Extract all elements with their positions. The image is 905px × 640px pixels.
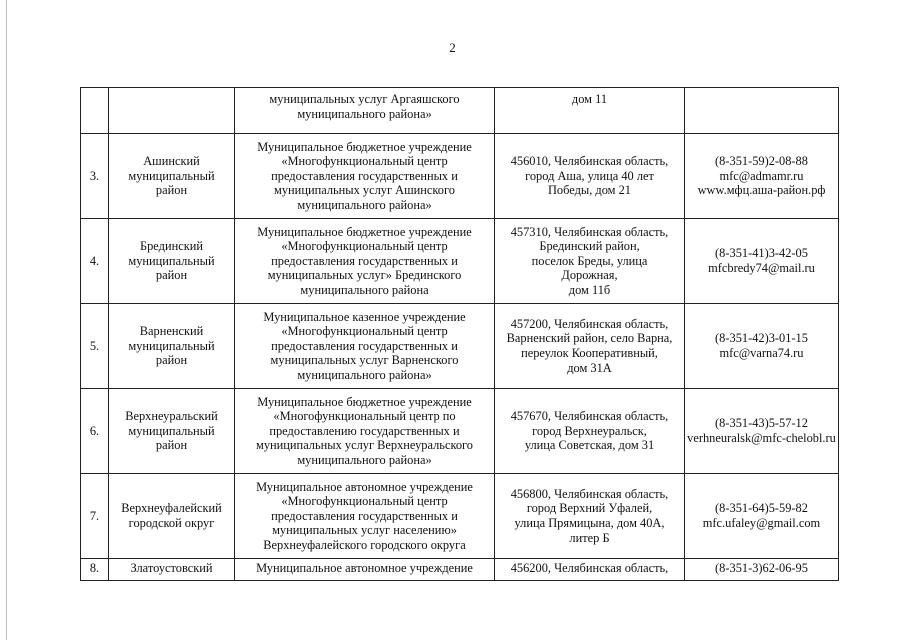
institution-line: предоставления государственных и bbox=[271, 338, 458, 353]
address-line: Победы, дом 21 bbox=[547, 183, 632, 198]
institution-line: «Многофункциональный центр bbox=[281, 494, 448, 509]
cell-number: 4. bbox=[81, 219, 109, 304]
table-row bbox=[81, 474, 839, 559]
contact-line: mfc@varna74.ru bbox=[719, 346, 804, 360]
contact-line: (8-351-43)5-57-12 bbox=[715, 416, 808, 431]
district-line: муниципальный bbox=[128, 253, 215, 268]
address-line: 456200, Челябинская область, bbox=[510, 561, 669, 575]
cell-address bbox=[495, 559, 685, 581]
table-row-continuation bbox=[81, 88, 839, 134]
district-line: район bbox=[155, 183, 188, 198]
address-line: дом 11б bbox=[568, 282, 611, 297]
address-line: 457670, Челябинская область, bbox=[510, 409, 669, 424]
address-line: 456800, Челябинская область, bbox=[510, 486, 669, 501]
cell-number bbox=[81, 88, 109, 134]
cell-number: 7. bbox=[81, 474, 109, 559]
cell-contacts bbox=[685, 559, 839, 581]
institution-line: предоставления государственных и bbox=[271, 508, 458, 523]
cell-district bbox=[109, 219, 235, 304]
institution-line: муниципального района» bbox=[297, 197, 432, 212]
page-number: 2 bbox=[449, 40, 456, 55]
table-row bbox=[81, 134, 839, 219]
address-line: Брединский район, bbox=[539, 239, 640, 254]
cell-address bbox=[495, 304, 685, 389]
institution-line: муниципальных услуг Ашинского bbox=[274, 183, 455, 198]
table-row bbox=[81, 389, 839, 474]
cell-address bbox=[495, 219, 685, 304]
cell-number: 8. bbox=[81, 559, 109, 581]
district-line: муниципальный bbox=[128, 338, 215, 353]
cell-contacts bbox=[685, 134, 839, 219]
contact-line: www.мфц.аша-район.рф bbox=[697, 183, 826, 198]
address-line: 457200, Челябинская область, bbox=[510, 316, 669, 331]
institution-line: Верхнеуфалейского городского округа bbox=[263, 537, 466, 552]
cell-address bbox=[495, 389, 685, 474]
cell-address bbox=[495, 134, 685, 219]
cell-institution bbox=[235, 304, 495, 389]
contact-line: mfc@admamr.ru bbox=[719, 168, 804, 183]
institution-line: муниципального района» bbox=[297, 106, 432, 121]
cell-district bbox=[109, 474, 235, 559]
cell-address bbox=[495, 88, 685, 134]
cell-address bbox=[495, 474, 685, 559]
contact-line: mfc.ufaley@gmail.com bbox=[702, 516, 821, 530]
cell-institution bbox=[235, 219, 495, 304]
page-edge-line bbox=[6, 0, 7, 640]
institution-line: «Многофункциональный центр bbox=[281, 239, 448, 254]
institution-line: муниципального района» bbox=[297, 367, 432, 382]
address-line: поселок Бреды, улица bbox=[531, 253, 648, 268]
cell-number: 5. bbox=[81, 304, 109, 389]
institution-line: муниципальных услуг» Брединского bbox=[267, 268, 462, 283]
address-line: город Верхний Уфалей, bbox=[526, 501, 653, 516]
address-line: дом 11 bbox=[571, 92, 608, 106]
cell-district bbox=[109, 559, 235, 581]
institution-line: предоставления государственных и bbox=[271, 168, 458, 183]
institution-line: муниципальных услуг Варненского bbox=[270, 353, 459, 368]
district-line: Верхнеуральский bbox=[125, 409, 218, 424]
institution-line: муниципальных услуг Аргаяшского bbox=[269, 92, 460, 106]
address-line: улица Прямицына, дом 40А, bbox=[514, 516, 665, 530]
contact-line: (8-351-59)2-08-88 bbox=[715, 154, 808, 169]
cell-number: 3. bbox=[81, 134, 109, 219]
cell-institution bbox=[235, 88, 495, 134]
institution-line: «Многофункциональный центр по bbox=[273, 409, 456, 424]
institution-line: «Многофункциональный центр bbox=[281, 154, 448, 169]
district-line: Верхнеуфалейский bbox=[121, 501, 222, 516]
contact-line: (8-351-41)3-42-05 bbox=[715, 246, 808, 261]
cell-district bbox=[109, 88, 235, 134]
cell-contacts bbox=[685, 474, 839, 559]
institution-line: Муниципальное бюджетное учреждение bbox=[257, 224, 472, 239]
institution-line: Муниципальное бюджетное учреждение bbox=[257, 394, 472, 409]
cell-number: 6. bbox=[81, 389, 109, 474]
institution-line: муниципальных услуг населению» bbox=[272, 523, 457, 538]
address-line: город Аша, улица 40 лет bbox=[525, 168, 654, 183]
district-line: Ашинский bbox=[143, 154, 200, 169]
cell-district bbox=[109, 304, 235, 389]
district-line: городской округ bbox=[128, 516, 215, 530]
table-row bbox=[81, 559, 839, 581]
institution-line: Муниципальное автономное учреждение bbox=[256, 479, 473, 494]
address-line: улица Советская, дом 31 bbox=[524, 438, 655, 453]
cell-contacts bbox=[685, 304, 839, 389]
institution-line: муниципального района» bbox=[297, 452, 432, 467]
contact-line: mfcbredy74@mail.ru bbox=[708, 261, 815, 275]
mfc-registry-table bbox=[80, 87, 839, 581]
institution-line: Муниципальное автономное учреждение bbox=[256, 561, 473, 575]
cell-district bbox=[109, 134, 235, 219]
cell-contacts bbox=[685, 389, 839, 474]
district-line: район bbox=[155, 353, 188, 368]
cell-institution bbox=[235, 134, 495, 219]
contact-line: verhneuralsk@mfc-chelobl.ru bbox=[687, 431, 836, 445]
contact-line: (8-351-42)3-01-15 bbox=[715, 331, 808, 346]
table-row bbox=[81, 304, 839, 389]
table-row bbox=[81, 219, 839, 304]
district-line: Златоустовский bbox=[130, 561, 213, 575]
district-line: район bbox=[155, 268, 188, 283]
institution-line: муниципального района bbox=[300, 282, 429, 297]
contact-line: (8-351-3)62-06-95 bbox=[715, 561, 808, 575]
institution-line: «Многофункциональный центр bbox=[281, 324, 448, 339]
address-line: переулок Кооперативный, bbox=[521, 346, 658, 360]
district-line: район bbox=[155, 438, 188, 453]
address-line: литер Б bbox=[569, 530, 610, 545]
address-line: город Верхнеуральск, bbox=[532, 423, 647, 438]
cell-institution bbox=[235, 474, 495, 559]
contact-line: (8-351-64)5-59-82 bbox=[715, 501, 808, 516]
cell-contacts bbox=[685, 88, 839, 134]
cell-institution bbox=[235, 559, 495, 581]
address-line: Дорожная, bbox=[561, 268, 618, 283]
district-line: Брединский bbox=[140, 239, 203, 254]
cell-district bbox=[109, 389, 235, 474]
address-line: Варненский район, село Варна, bbox=[506, 331, 673, 346]
cell-institution bbox=[235, 389, 495, 474]
address-line: 456010, Челябинская область, bbox=[510, 154, 669, 169]
institution-line: муниципальных услуг Верхнеуральского bbox=[256, 438, 473, 453]
institution-line: Муниципальное казенное учреждение bbox=[263, 309, 466, 324]
table-body bbox=[81, 88, 839, 581]
address-line: дом 31А bbox=[567, 360, 612, 375]
district-line: Варненский bbox=[139, 324, 204, 339]
district-line: муниципальный bbox=[128, 168, 215, 183]
address-line: 457310, Челябинская область, bbox=[510, 224, 669, 239]
cell-contacts bbox=[685, 219, 839, 304]
institution-line: Муниципальное бюджетное учреждение bbox=[257, 139, 472, 154]
institution-line: предоставления государственных и bbox=[271, 253, 458, 268]
district-line: муниципальный bbox=[128, 423, 215, 438]
institution-line: предоставлению государственных и bbox=[269, 423, 460, 438]
